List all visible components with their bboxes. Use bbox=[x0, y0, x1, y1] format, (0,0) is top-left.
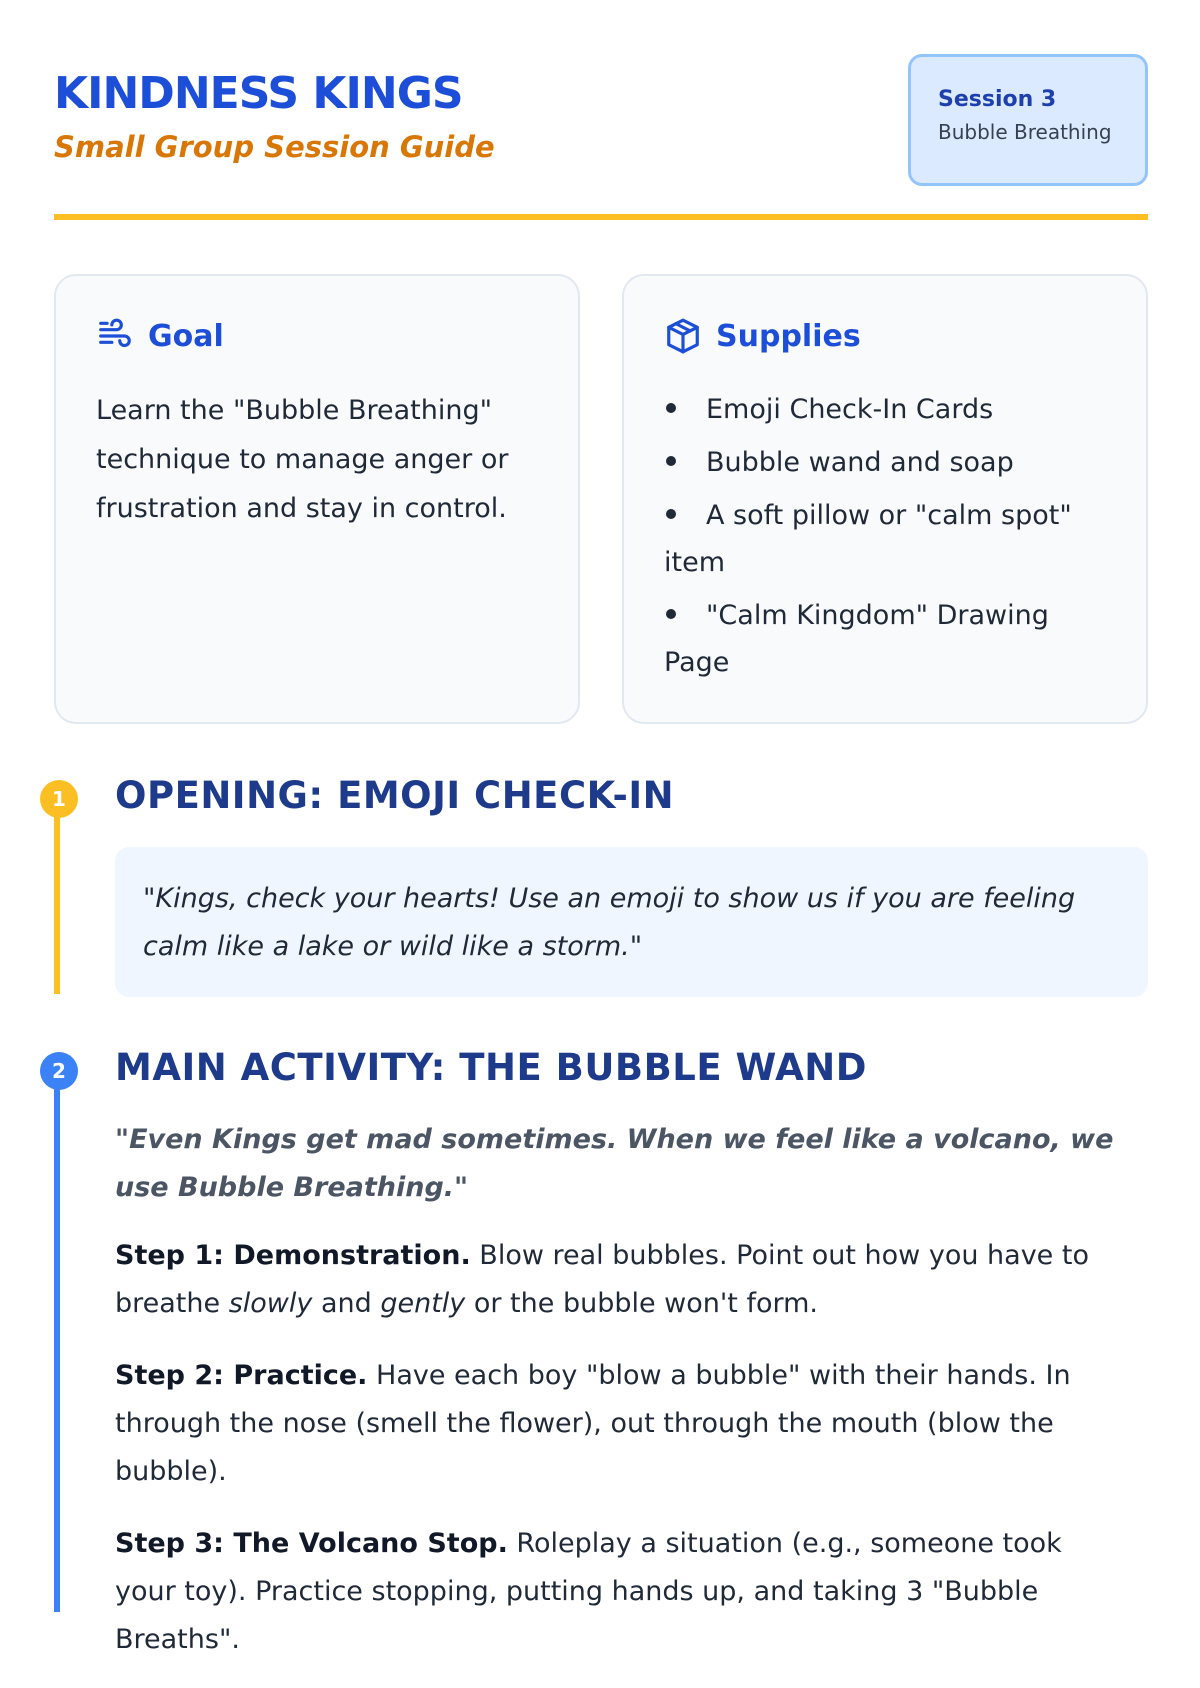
bullet-icon bbox=[666, 456, 676, 466]
page-header bbox=[54, 54, 1148, 220]
session-topic: Bubble Breathing bbox=[938, 120, 1112, 144]
section-rail bbox=[54, 1072, 60, 1612]
goal-title: Goal bbox=[148, 318, 224, 354]
page-subtitle: Small Group Session Guide bbox=[54, 130, 495, 164]
opening-quote: "Kings, check your hearts! Use an emoji to show us if you are feeling calm like a lake or wild like a storm." bbox=[115, 847, 1148, 997]
supplies-list bbox=[664, 386, 1114, 692]
goal-card-header bbox=[96, 316, 224, 356]
session-number: Session 3 bbox=[938, 87, 1057, 112]
supplies-card bbox=[622, 274, 1148, 724]
step-1: Step 1: Demonstration. Blow real bubbles. Point out how you have to breathe slowly and gently or the bubble won't form. bbox=[115, 1240, 1089, 1319]
section-rail bbox=[54, 800, 60, 994]
list-item: Bubble wand and soap bbox=[664, 439, 1114, 486]
bullet-icon bbox=[666, 609, 676, 619]
main-activity-quote: "Even Kings get mad sometimes. When we feel like a volcano, we use Bubble Breathing." bbox=[115, 1124, 1114, 1203]
supplies-card-header bbox=[664, 316, 861, 356]
section-title: OPENING: EMOJI CHECK-IN bbox=[115, 774, 675, 817]
box-icon bbox=[664, 317, 702, 355]
section-number-badge: 1 bbox=[40, 780, 78, 818]
section-opening bbox=[40, 774, 1148, 994]
supplies-title: Supplies bbox=[716, 318, 861, 354]
list-item: Emoji Check-In Cards bbox=[664, 386, 1114, 433]
session-badge bbox=[908, 54, 1148, 186]
list-item: A soft pillow or "calm spot" item bbox=[664, 500, 1072, 578]
goal-card bbox=[54, 274, 580, 724]
page-title: KINDNESS KINGS bbox=[54, 68, 463, 119]
section-number-badge: 2 bbox=[40, 1052, 78, 1090]
list-item: "Calm Kingdom" Drawing Page bbox=[664, 600, 1049, 678]
section-title: MAIN ACTIVITY: THE BUBBLE WAND bbox=[115, 1046, 867, 1089]
section-main-activity bbox=[40, 1046, 1148, 1655]
wind-icon bbox=[96, 317, 134, 355]
step-3: Step 3: The Volcano Stop. Roleplay a situation (e.g., someone took your toy). Practice stopping, putting hands up, and taking 3 "Bubble Breaths". bbox=[115, 1528, 1062, 1655]
header-divider bbox=[54, 214, 1148, 220]
steps-list bbox=[115, 1232, 1125, 1688]
step-2: Step 2: Practice. Have each boy "blow a bubble" with their hands. In through the nose (smell the flower), out through the mouth (blow the bubble). bbox=[115, 1360, 1071, 1487]
bullet-icon bbox=[666, 509, 676, 519]
goal-text: Learn the "Bubble Breathing" technique to manage anger or frustration and stay in control. bbox=[96, 395, 509, 524]
bullet-icon bbox=[666, 403, 676, 413]
